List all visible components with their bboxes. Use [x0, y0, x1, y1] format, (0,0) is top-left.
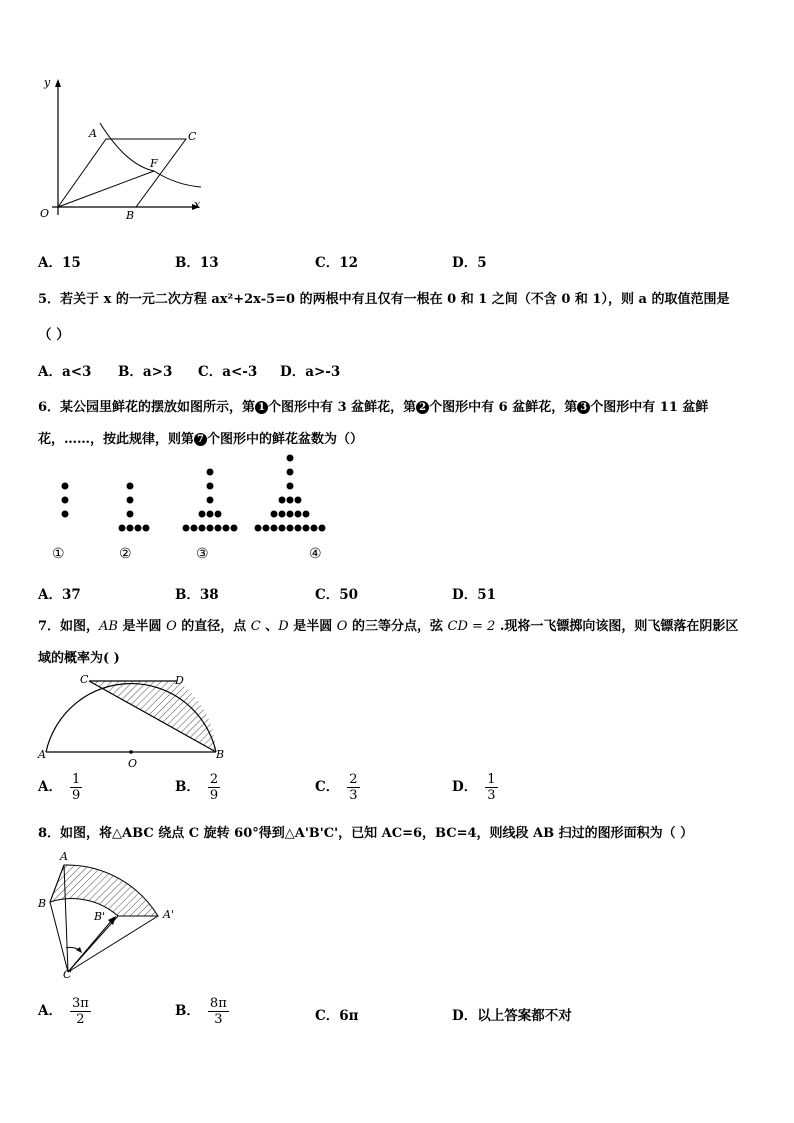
q8-stem: 8．如图，将△ABC 绕点 C 旋转 60°得到△A'B'C'，已知 AC=6，BC=4，则线段 AB 扫过的图形面积为（ ）: [38, 826, 694, 841]
q6-text-5: 花，……，按此规律，则第: [38, 432, 195, 447]
q6-fig-label-2: ②: [119, 546, 132, 562]
q5-option-b[interactable]: B．a>3: [118, 364, 173, 380]
pattern-2: [119, 483, 150, 532]
q4-option-a[interactable]: A．15: [38, 255, 81, 271]
q6-circled-7: 7: [194, 433, 207, 446]
q8-arrow-line: [68, 920, 112, 972]
q7-chord-cd: CD = 2: [447, 619, 496, 634]
q5-option-d[interactable]: D．a>-3: [280, 364, 341, 380]
fig4-label-a: A: [89, 127, 97, 140]
q6-option-c[interactable]: C．50: [315, 587, 359, 603]
q7-option-d[interactable]: D． $\frac{1}{3}$: [452, 772, 496, 803]
q6-fig-label-3: ③: [196, 546, 209, 562]
fig4-label-y: y: [44, 76, 51, 89]
q7-label-b: B: [216, 748, 225, 761]
q6-text-6: 个图形中的鲜花盆数为（）: [207, 432, 364, 447]
q5-stem: 5．若关于 x 的一元二次方程 ax²+2x-5=0 的两根中有且仅有一根在 0 和 1 之间（不含 0 和 1），则 a 的取值范围是: [38, 292, 730, 307]
q8-shaded-region: [50, 865, 158, 916]
q7-text-g: .现将一飞镖掷向该图，则飞镖落在阴影区: [495, 619, 739, 634]
q8-option-a[interactable]: A． $\frac{3\pi}{2}$: [38, 996, 89, 1027]
q6-text-1: 6．某公园里鲜花的摆放如图所示，第: [38, 400, 256, 415]
pattern-4: [255, 455, 326, 532]
q7-text-c: 的直径，点: [176, 619, 251, 634]
q7-label-o: O: [128, 757, 138, 770]
fig4-label-f: F: [150, 157, 158, 170]
q8-rotation-arrowhead: [76, 947, 82, 953]
q6-text-4: 个图形中有 11 盆鲜: [590, 400, 709, 415]
q5-option-c[interactable]: C．a<-3: [198, 364, 258, 380]
q8-option-c[interactable]: C．6π: [315, 1008, 359, 1024]
q8-label-a: A: [60, 850, 68, 863]
q8-label-b-prime: B': [94, 910, 106, 923]
q7-pt-c: C: [250, 619, 261, 634]
q6-option-b[interactable]: B．38: [175, 587, 219, 603]
q6-stem: [38, 396, 708, 415]
pattern-1: [62, 483, 69, 518]
q8-option-d[interactable]: D．以上答案都不对: [452, 1008, 572, 1024]
fig4-label-x: x: [194, 198, 201, 211]
q6-circled-2: 2: [416, 401, 429, 414]
q7-stem: [38, 615, 738, 634]
q7-pt-o2: O: [336, 619, 348, 634]
q7-center-dot: [129, 750, 133, 754]
q7-stem-line2: 域的概率为( ): [38, 651, 120, 666]
parallelogram: [58, 139, 186, 207]
q7-text-a: 7．如图，: [38, 619, 100, 634]
fig4-label-c: C: [188, 130, 197, 143]
q6-text-2: 个图形中有 3 盆鲜花，第: [268, 400, 417, 415]
q7-text-f: 的三等分点，弦: [347, 619, 448, 634]
q7-label-d: D: [175, 674, 184, 687]
hyperbola: [100, 123, 201, 187]
q7-label-c: C: [80, 673, 89, 686]
q7-pt-o: O: [166, 619, 177, 634]
q7-label-a: A: [38, 748, 46, 761]
y-axis-arrow: [55, 79, 61, 87]
q7-text-d: 、: [260, 619, 279, 634]
q8-label-a-prime: A': [163, 908, 174, 921]
q6-fig-label-4: ④: [309, 546, 322, 562]
q4-figure: [36, 75, 206, 225]
q6-option-a[interactable]: A．37: [38, 587, 81, 603]
q5-stem-paren: （ ）: [38, 327, 70, 343]
q8-label-c: C: [63, 968, 72, 981]
q6-stem-line2: [38, 428, 363, 447]
q7-semicircle-figure: [40, 668, 230, 768]
q4-option-b[interactable]: B．13: [175, 255, 219, 271]
q6-flower-figure: [40, 448, 340, 538]
q6-circled-3: 3: [577, 401, 590, 414]
q7-seg-ab: AB: [99, 619, 118, 634]
q6-option-d[interactable]: D．51: [452, 587, 496, 603]
q6-text-3: 个图形中有 6 盆鲜花，第: [429, 400, 578, 415]
fig4-label-o: O: [40, 207, 50, 220]
fig4-label-b: B: [126, 209, 135, 222]
q7-option-a[interactable]: A． $\frac{1}{9}$: [38, 772, 81, 803]
q7-text-b: 是半圆: [118, 619, 167, 634]
q4-option-d[interactable]: D．5: [452, 255, 487, 271]
q7-option-c[interactable]: C． $\frac{2}{3}$: [315, 772, 358, 803]
q8-label-b: B: [38, 897, 47, 910]
q4-option-c[interactable]: C．12: [315, 255, 359, 271]
q7-option-b[interactable]: B． $\frac{2}{9}$: [175, 772, 219, 803]
q6-circled-1: 1: [255, 401, 268, 414]
q5-option-a[interactable]: A．a<3: [38, 364, 92, 380]
q7-pt-d: D: [278, 619, 289, 634]
q7-text-e: 是半圆: [288, 619, 337, 634]
pattern-3: [183, 469, 238, 532]
q8-option-b[interactable]: B． $\frac{8\pi}{3}$: [175, 996, 227, 1027]
q6-fig-label-1: ①: [52, 546, 65, 562]
